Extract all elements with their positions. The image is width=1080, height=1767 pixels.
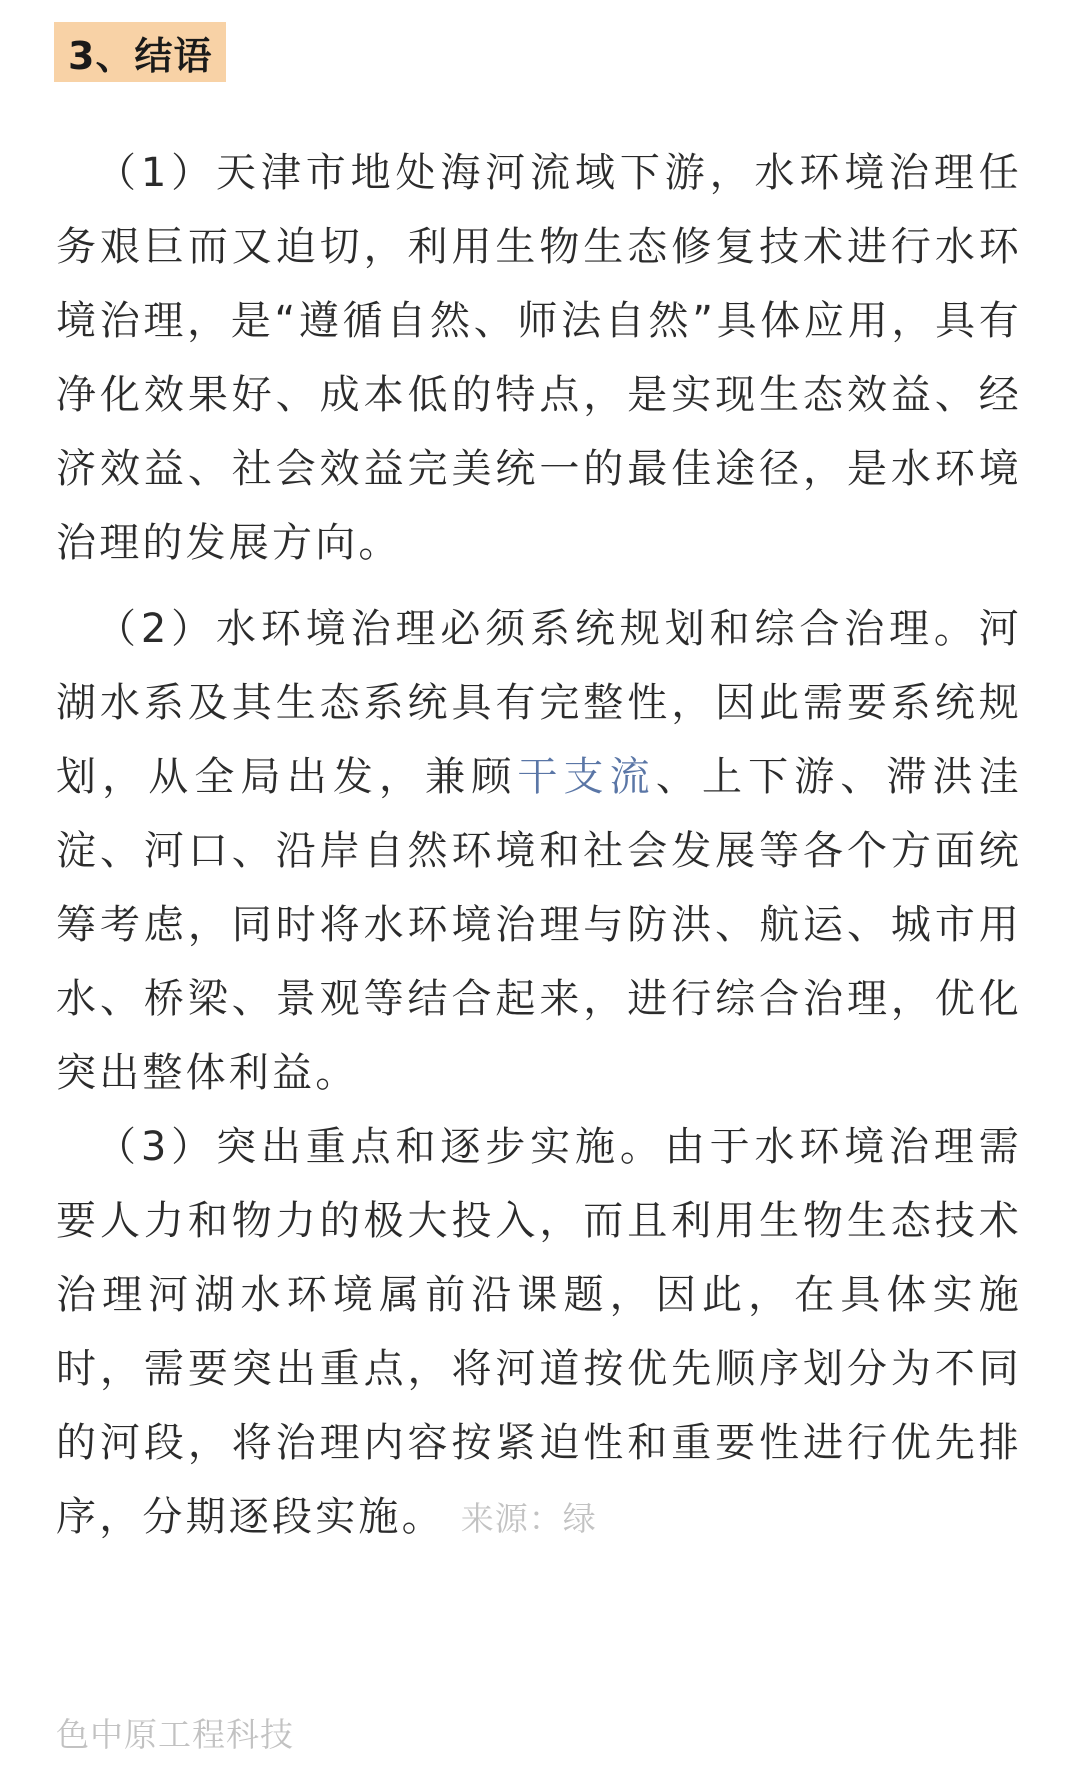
paragraph-1-text: （1）天津市地处海河流域下游，水环境治理任务艰巨而又迫切，利用生物生态修复技术进行水环境治理，是“遵循自然、师法自然”具体应用，具有净化效果好、成本低的特点，是实现生态效益、经济效益、社会效益完美统一的最佳途径，是水环境治理的发展方向。 [56, 150, 1022, 566]
section-heading-text: 3、结语 [68, 33, 213, 78]
paragraph-3-text: （3）突出重点和逐步实施。由于水环境治理需要人力和物力的极大投入，而且利用生物生态技术治理河湖水环境属前沿课题，因此，在具体实施时，需要突出重点，将河道按优先顺序划分为不同的河段，将治理内容按紧迫性和重要性进行优先排序，分期逐段实施。 [56, 1124, 1022, 1540]
paragraph-2-text-before: （2）水环境治理必须系统规划和综合治理。河湖水系及其生态系统具有完整性，因此需要系统规划，从全局出发，兼顾 [56, 606, 1022, 800]
link-gan-zhi-liu[interactable]: 干支流 [517, 754, 656, 800]
source-tail: 色中原工程科技 [56, 1715, 294, 1754]
paragraph-2-text-after: 、上下游、滞洪洼淀、河口、沿岸自然环境和社会发展等各个方面统筹考虑，同时将水环境治理与防洪、航运、城市用水、桥梁、景观等结合起来，进行综合治理，优化突出整体利益。 [56, 754, 1022, 1096]
source-label: 来源：绿 [460, 1499, 597, 1538]
paragraph-3 [56, 1110, 1022, 1556]
paragraph-2 [56, 592, 1022, 1110]
paragraph-1 [56, 136, 1022, 580]
section-heading [54, 22, 226, 82]
